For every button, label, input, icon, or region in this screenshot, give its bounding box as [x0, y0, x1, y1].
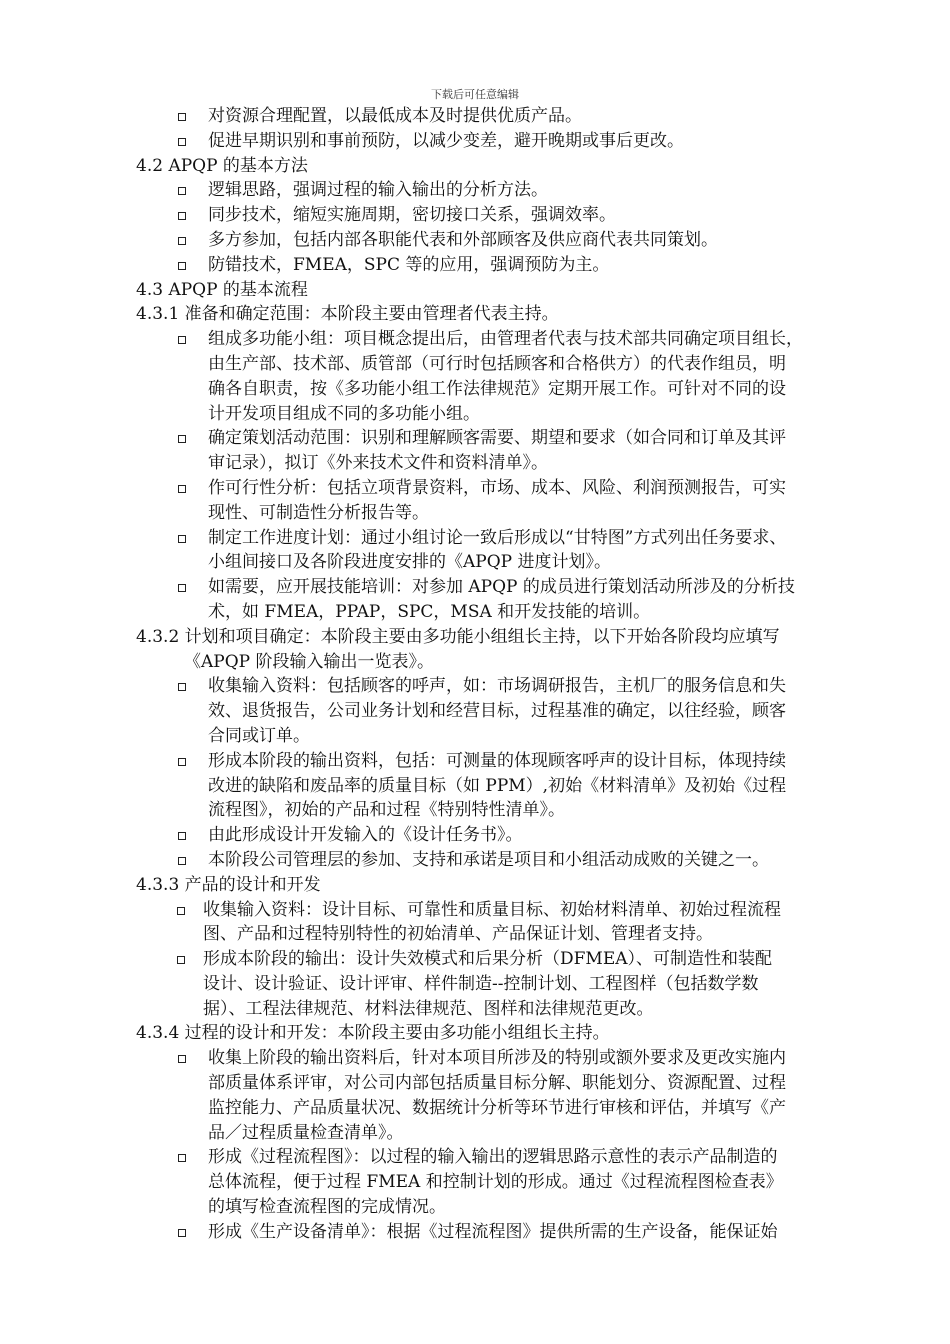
bullet-item: 形成《生产设备清单》：根据《过程流程图》提供所需的生产设备，能保证始: [208, 1220, 863, 1245]
subsection-heading: 4.3.4 过程的设计和开发：本阶段主要由多功能小组组长主持。: [136, 1023, 610, 1044]
checkbox-bullet-icon: [178, 1154, 186, 1162]
document-body: [0, 104, 950, 1245]
checkbox-bullet-icon: [178, 683, 186, 691]
checkbox-bullet-icon: [178, 237, 186, 245]
bullet-item: 收集输入资料：包括顾客的呼声，如：市场调研报告，主机厂的服务信息和失 效、退货报告，公司业务计划和经营目标，过程基准的确定，以往经验，顾客 合同或订单。: [208, 674, 863, 748]
checkbox-bullet-icon: [178, 138, 186, 146]
checkbox-bullet-icon: [178, 758, 186, 766]
page-header: 下载后可任意编辑: [431, 88, 519, 101]
bullet-item: 收集输入资料：设计目标、可靠性和质量目标、初始材料清单、初始过程流程 图、产品和过程特别特性的初始清单、产品保证计划、管理者支持。: [203, 898, 863, 948]
bullet-item: 形成本阶段的输出：设计失效模式和后果分析（DFMEA）、可制造性和装配 设计、设计验证、设计评审、样件制造--控制计划、工程图样（包括数学数 据）、工程法律规范、材料法律规范、图样和法律规范更改。: [203, 947, 863, 1021]
bullet-item: 促进早期识别和事前预防，以减少变差，避开晚期或事后更改。: [208, 129, 863, 154]
bullet-item: 本阶段公司管理层的参加、支持和承诺是项目和小组活动成败的关键之一。: [208, 848, 863, 873]
checkbox-bullet-icon: [178, 584, 186, 592]
subsection-heading: 4.3.1 准备和确定范围：本阶段主要由管理者代表主持。: [136, 304, 559, 325]
checkbox-bullet-icon: [177, 907, 185, 915]
bullet-item: 如需要，应开展技能培训：对参加 APQP 的成员进行策划活动所涉及的分析技 术，如 FMEA，PPAP，SPC，MSA 和开发技能的培训。: [208, 575, 863, 625]
section-heading: 4.2 APQP 的基本方法: [136, 155, 308, 176]
subsection-paragraph: 4.3.2 计划和项目确定：本阶段主要由多功能小组组长主持，以下开始各阶段均应填写 《APQP 阶段输入输出一览表》。: [136, 626, 780, 672]
bullet-item: 作可行性分析：包括立项背景资料，市场、成本、风险、利润预测报告，可实 现性、可制造性分析报告等。: [208, 476, 863, 526]
checkbox-bullet-icon: [178, 336, 186, 344]
bullet-item: 收集上阶段的输出资料后，针对本项目所涉及的特别或额外要求及更改实施内 部质量体系评审，对公司内部包括质量目标分解、职能划分、资源配置、过程 监控能力、产品质量状况、数据统计分析等环节进行审核和评估，并填写《产 品／过程质量检查清单》。: [208, 1046, 863, 1145]
checkbox-bullet-icon: [178, 1055, 186, 1063]
bullet-item: 多方参加，包括内部各职能代表和外部顾客及供应商代表共同策划。: [208, 228, 863, 253]
checkbox-bullet-icon: [178, 435, 186, 443]
checkbox-bullet-icon: [177, 956, 185, 964]
bullet-item: 形成本阶段的输出资料，包括：可测量的体现顾客呼声的设计目标，体现持续 改进的缺陷和废品率的质量目标（如 PPM）,初始《材料清单》及初始《过程 流程图》，初始的产品和过程《特别特性清单》。: [208, 749, 863, 823]
checkbox-bullet-icon: [178, 262, 186, 270]
bullet-item: 同步技术，缩短实施周期，密切接口关系，强调效率。: [208, 203, 863, 228]
checkbox-bullet-icon: [178, 1229, 186, 1237]
subsection-heading: 4.3.3 产品的设计和开发: [136, 874, 321, 895]
bullet-item: 组成多功能小组：项目概念提出后，由管理者代表与技术部共同确定项目组长， 由生产部、技术部、质管部（可行时包括顾客和合格供方）的代表作组员，明 确各自职责，按《多功能小组工作法律规范》定期开展工作。可针对不同的设 计开发项目组成不同的多功能小组。: [208, 327, 863, 426]
bullet-item: 由此形成设计开发输入的《设计任务书》。: [208, 823, 863, 848]
section-heading: 4.3 APQP 的基本流程: [136, 279, 308, 300]
bullet-item: 制定工作进度计划：通过小组讨论一致后形成以“甘特图”方式列出任务要求、 小组间接口及各阶段进度安排的《APQP 进度计划》。: [208, 526, 863, 576]
bullet-item: 防错技术，FMEA，SPC 等的应用，强调预防为主。: [208, 253, 863, 278]
checkbox-bullet-icon: [178, 485, 186, 493]
bullet-item: 对资源合理配置，以最低成本及时提供优质产品。: [208, 104, 863, 129]
checkbox-bullet-icon: [178, 857, 186, 865]
checkbox-bullet-icon: [178, 212, 186, 220]
checkbox-bullet-icon: [178, 187, 186, 195]
bullet-item: 确定策划活动范围：识别和理解顾客需要、期望和要求（如合同和订单及其评 审记录），拟订《外来技术文件和资料清单》。: [208, 426, 863, 476]
bullet-item: 逻辑思路，强调过程的输入输出的分析方法。: [208, 178, 863, 203]
checkbox-bullet-icon: [178, 535, 186, 543]
checkbox-bullet-icon: [178, 832, 186, 840]
checkbox-bullet-icon: [178, 113, 186, 121]
bullet-item: 形成《过程流程图》：以过程的输入输出的逻辑思路示意性的表示产品制造的 总体流程，便于过程 FMEA 和控制计划的形成。通过《过程流程图检查表》 的填写检查流程图的完成情况。: [208, 1145, 863, 1219]
